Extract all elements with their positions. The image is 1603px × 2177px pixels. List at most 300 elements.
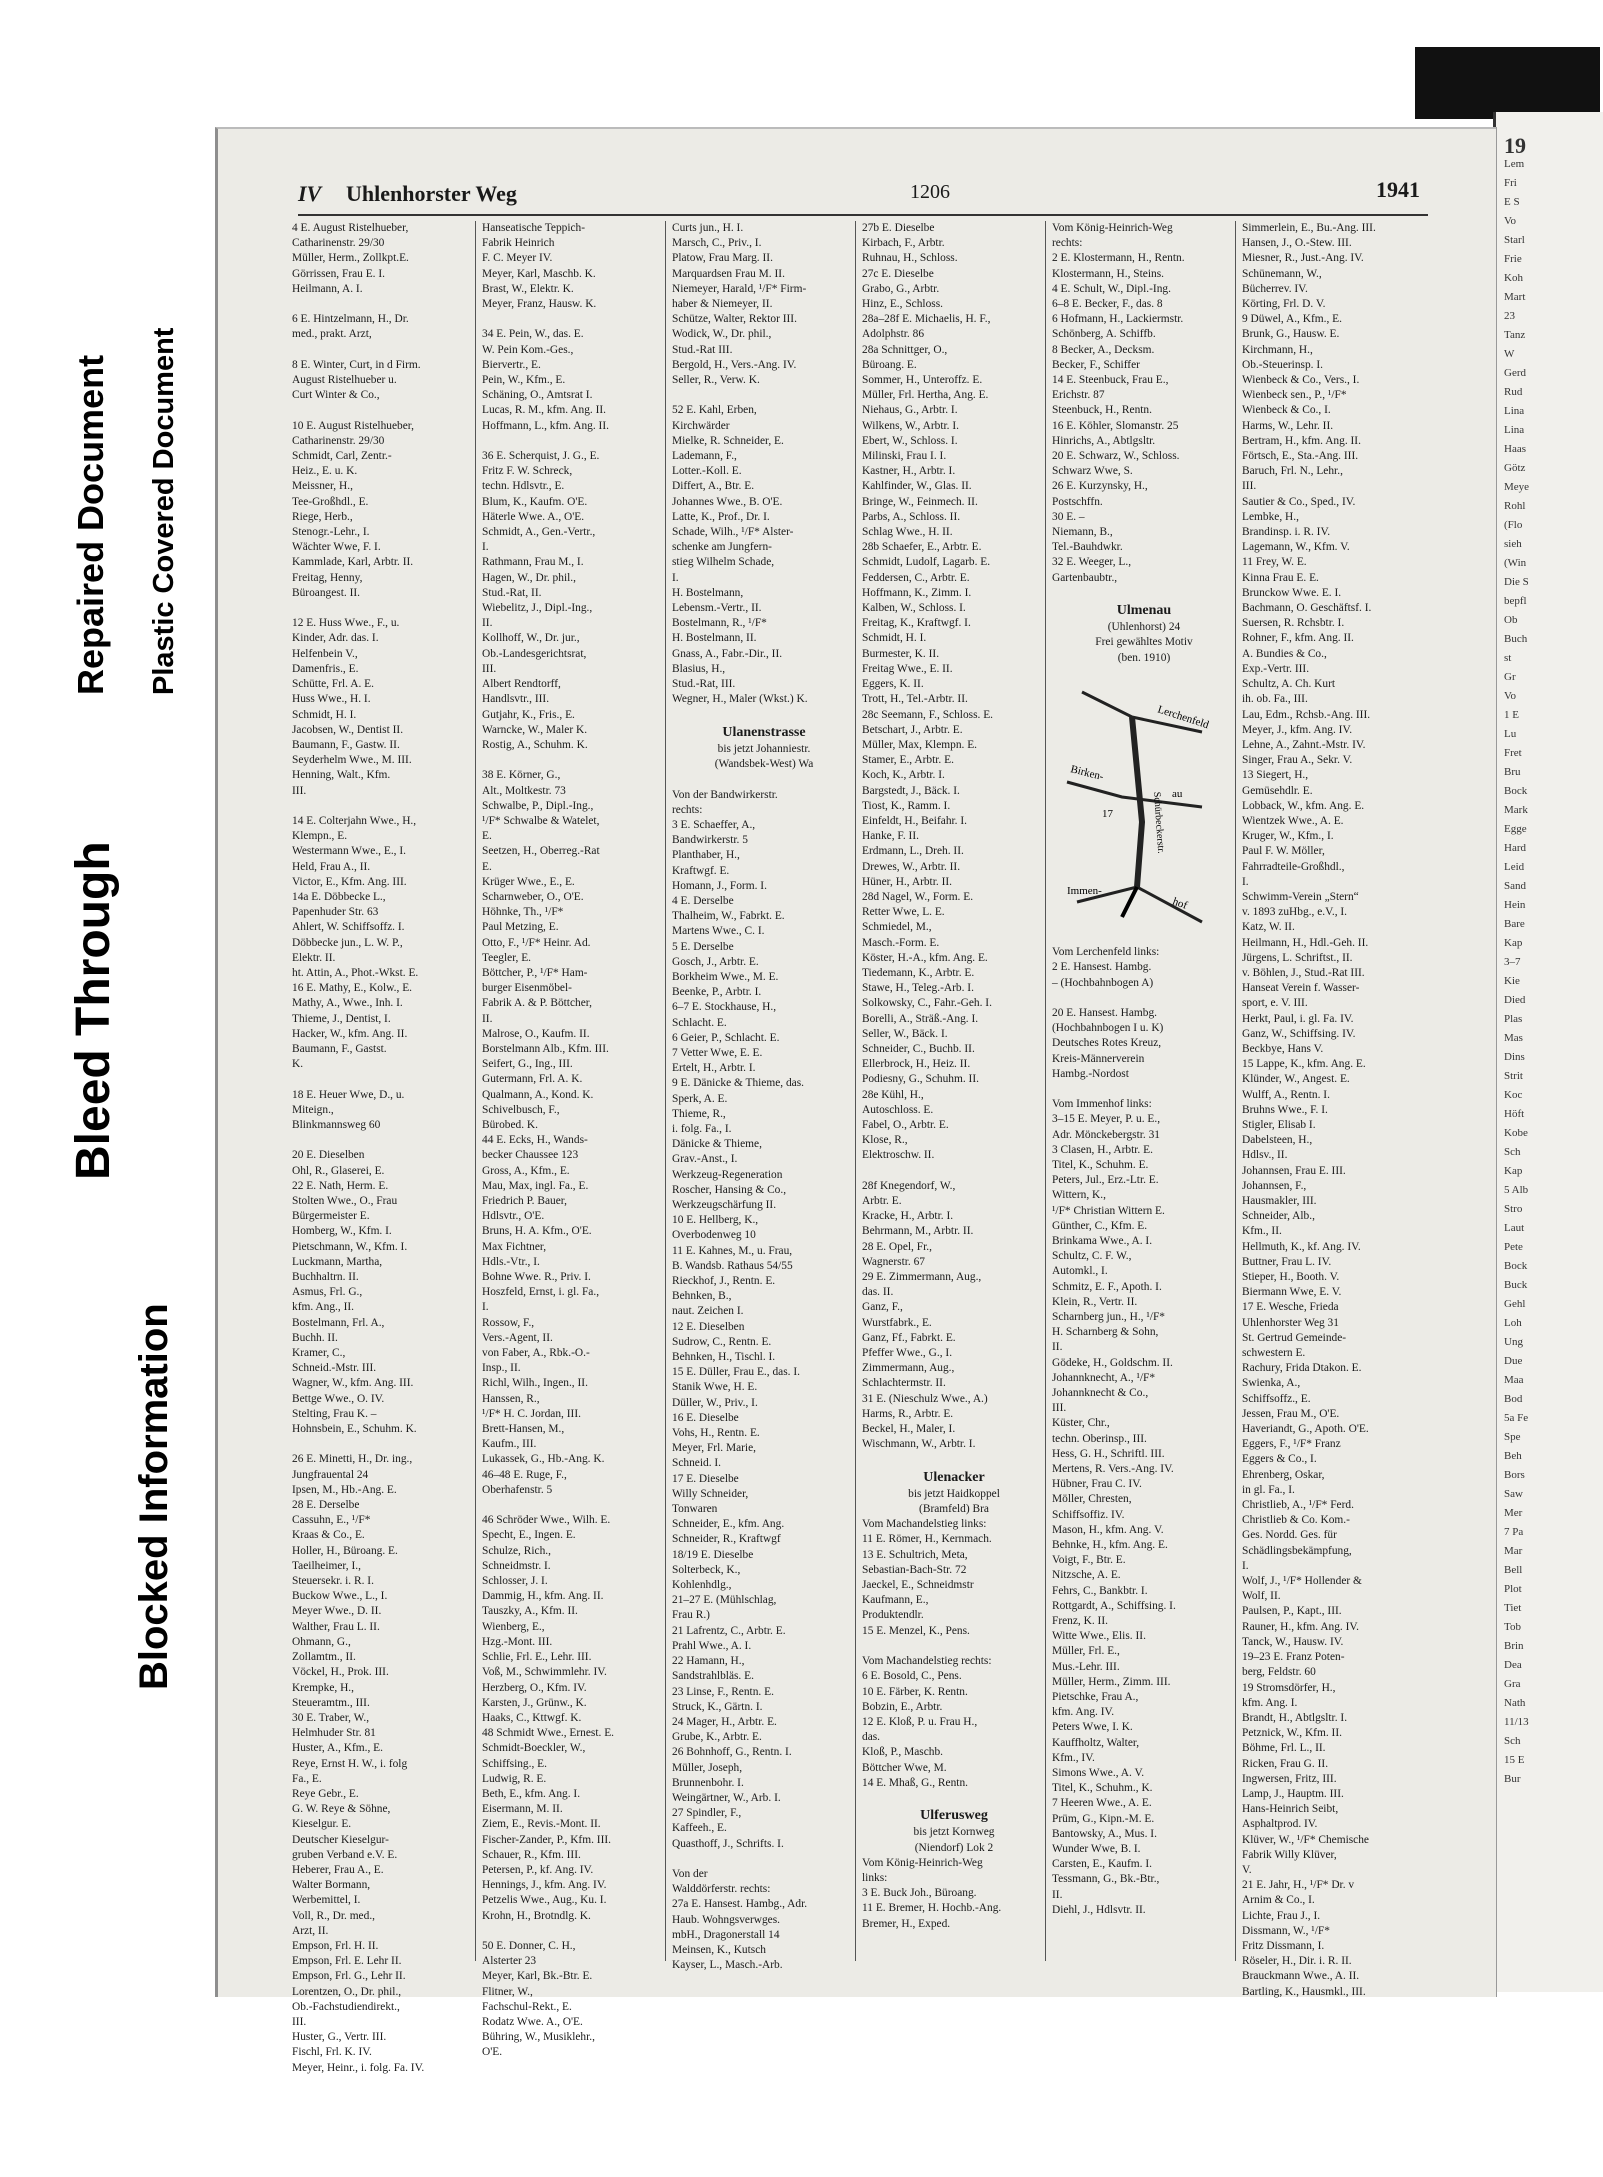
directory-entry: Mathy, A., Wwe., Inh. I. bbox=[292, 997, 403, 1010]
street-section-subtitle: (ben. 1910) bbox=[1117, 651, 1171, 664]
directory-entry: Voigt, F., Btr. E. bbox=[1052, 1554, 1126, 1567]
directory-entry: Kahlfinder, W., Glas. II. bbox=[862, 480, 972, 493]
directory-entry: 2 E. Hansest. Hambg. bbox=[1052, 961, 1152, 974]
directory-entry: kfm. Ang., II. bbox=[292, 1301, 355, 1314]
directory-entry: Schmidt-Boeckler, W., bbox=[482, 1742, 586, 1755]
directory-entry: Ohmann, G., bbox=[292, 1635, 351, 1648]
directory-entry: Homann, J., Form. I. bbox=[672, 879, 767, 892]
directory-entry: Böttcher Wwe, M. bbox=[862, 1761, 947, 1774]
blank-line bbox=[480, 434, 666, 449]
directory-entry: Lorentzen, O., Dr. phil., bbox=[292, 1985, 402, 1998]
directory-entry: Wiebelitz, J., Dipl.-Ing., bbox=[482, 602, 593, 615]
directory-entry: Ludwig, R. E. bbox=[482, 1772, 547, 1785]
directory-entry: H. Bostelmann, II. bbox=[672, 632, 757, 645]
directory-entry: 6 E. Hintzelmann, H., Dr. bbox=[292, 313, 409, 326]
scanner-background-corner bbox=[1415, 47, 1600, 119]
directory-entry: Schneider, R., Kraftwgf bbox=[672, 1533, 781, 1546]
directory-entry: Möller, Chresten, bbox=[1052, 1493, 1132, 1506]
edge-fragment: Nath bbox=[1504, 1697, 1526, 1709]
directory-entry: Latte, K., Prof., Dr. I. bbox=[672, 510, 770, 523]
directory-entry: 8 E. Winter, Curt, in d Firm. bbox=[292, 358, 421, 371]
directory-entry: (Hochbahnbogen I u. K) bbox=[1052, 1022, 1164, 1035]
directory-entry: Klose, R., bbox=[862, 1134, 908, 1147]
directory-entry: Pietschmann, W., Kfm. I. bbox=[292, 1240, 408, 1253]
directory-entry: Kohlenhdlg., bbox=[672, 1579, 732, 1592]
directory-entry: Produktendlr. bbox=[862, 1609, 924, 1622]
year-label: 1941 bbox=[1376, 177, 1420, 202]
directory-entry: Schneider, E., kfm. Ang. bbox=[672, 1518, 785, 1531]
directory-entry: Niemeyer, Harald, ¹/F* Firm- bbox=[672, 282, 807, 295]
directory-entry: Postschffn. bbox=[1052, 495, 1103, 508]
map-road-schuerbecker bbox=[1132, 717, 1142, 887]
directory-entry: Grube, K., Arbtr. E. bbox=[672, 1731, 762, 1744]
directory-entry: Johannes Wwe., B. O'E. bbox=[672, 495, 783, 508]
directory-entry: Brandinsp. i. R. IV. bbox=[1242, 526, 1331, 539]
edge-fragment: Died bbox=[1504, 994, 1526, 1006]
blank-line bbox=[860, 1164, 1046, 1179]
edge-fragment: Egge bbox=[1504, 823, 1527, 835]
directory-entry: Betschart, J., Arbtr. E. bbox=[862, 723, 963, 736]
directory-entry: Baruch, Frl. N., Lehr., bbox=[1242, 465, 1343, 478]
directory-entry: Lichte, Frau J., I. bbox=[1242, 1909, 1321, 1922]
directory-entry: 10 E. Hellberg, K., bbox=[672, 1214, 759, 1227]
edge-fragment: Dea bbox=[1504, 1659, 1522, 1671]
directory-entry: Schmidt, A., Gen.-Vertr., bbox=[482, 526, 596, 539]
directory-columns bbox=[290, 221, 1450, 2074]
directory-entry: E. bbox=[482, 830, 492, 843]
directory-entry: Wienbeck & Co., I. bbox=[1242, 404, 1331, 417]
directory-entry: Seifert, G., Ing., III. bbox=[482, 1058, 573, 1071]
directory-entry: Köster, H.-A., kfm. Ang. E. bbox=[862, 951, 988, 964]
directory-entry: links: bbox=[862, 1871, 888, 1884]
directory-entry: haber & Niemeyer, II. bbox=[672, 298, 773, 311]
directory-entry: 48 Schmidt Wwe., Ernest. E. bbox=[482, 1727, 615, 1740]
directory-entry: Bürgermeister E. bbox=[292, 1210, 370, 1223]
directory-entry: Stanik Wwe, H. E. bbox=[672, 1381, 758, 1394]
directory-entry: Fachschul-Rekt., E. bbox=[482, 2000, 572, 2013]
directory-entry: Wächter Wwe, F. I. bbox=[292, 541, 381, 554]
directory-entry: Müller, Herm., Zollkpt.E. bbox=[292, 252, 409, 265]
directory-entry: Kaffeeh., E. bbox=[672, 1822, 727, 1835]
directory-entry: Schneid. I. bbox=[672, 1457, 722, 1470]
edge-fragment: Beh bbox=[1504, 1450, 1522, 1462]
directory-entry: Tauszky, A., Kfm. II. bbox=[482, 1605, 578, 1618]
directory-entry: Weingärtner, W., Arb. I. bbox=[672, 1791, 781, 1804]
edge-fragment: Gehl bbox=[1504, 1298, 1526, 1310]
directory-entry: 22 Hamann, H., bbox=[672, 1655, 745, 1668]
edge-fragment: Buck bbox=[1504, 1279, 1528, 1291]
adjacent-page-edge bbox=[1493, 112, 1603, 1992]
directory-entry: Zollamtm., II. bbox=[292, 1651, 356, 1664]
edge-fragment: Haas bbox=[1504, 443, 1526, 455]
directory-entry: Ohl, R., Glaserei, E. bbox=[292, 1164, 385, 1177]
directory-entry: 46–48 E. Ruge, F., bbox=[482, 1468, 567, 1481]
directory-entry: Hans-Heinrich Seibt, bbox=[1242, 1803, 1339, 1816]
directory-entry: Lukassek, G., Hb.-Ang. K. bbox=[482, 1453, 605, 1466]
edge-fragment: Gerd bbox=[1504, 367, 1526, 379]
directory-entry: Richl, Wilh., Ingen., II. bbox=[482, 1377, 588, 1390]
edge-fragment: Lem bbox=[1504, 158, 1525, 170]
directory-entry: Blinkmannsweg 60 bbox=[292, 1118, 381, 1131]
directory-entry: Schwarz Wwe, S. bbox=[1052, 465, 1133, 478]
directory-entry: Heilmann, H., Hdl.-Geh. II. bbox=[1242, 936, 1369, 949]
edge-fragment: Sch bbox=[1504, 1146, 1521, 1158]
directory-entry: von Faber, A., Rbk.-O.- bbox=[482, 1347, 590, 1360]
directory-entry: 28c Seemann, F., Schloss. E. bbox=[862, 708, 994, 721]
directory-entry: Schiffsoffiz. IV. bbox=[1052, 1508, 1125, 1521]
directory-entry: I. bbox=[1242, 1559, 1249, 1572]
directory-entry: 3–15 E. Meyer, P. u. E., bbox=[1052, 1113, 1161, 1126]
directory-entry: Hdlsvtr., O'E. bbox=[482, 1210, 545, 1223]
directory-entry: Schütte, Frl. A. E. bbox=[292, 678, 374, 691]
directory-entry: in gl. Fa., I. bbox=[1242, 1483, 1295, 1496]
blank-line bbox=[1050, 991, 1236, 1006]
directory-entry: Arzt, II. bbox=[292, 1924, 329, 1937]
directory-entry: 14a E. Döbbecke L., bbox=[292, 890, 386, 903]
edge-fragment: Tanz bbox=[1504, 329, 1526, 341]
edge-fragment: E S bbox=[1504, 196, 1520, 208]
directory-entry: Schönberg, A. Schiffb. bbox=[1052, 328, 1156, 341]
directory-entry: Schlachtermstr. II. bbox=[862, 1377, 946, 1390]
directory-entry: Wolf, II. bbox=[1242, 1590, 1281, 1603]
directory-entry: 17 E. Wesche, Frieda bbox=[1242, 1301, 1339, 1314]
directory-entry: Kauffholtz, Walter, bbox=[1052, 1736, 1140, 1749]
edge-fragment: Lu bbox=[1504, 728, 1517, 740]
directory-entry: Schneider, C., Buchb. II. bbox=[862, 1042, 975, 1055]
edge-fragment: 1 E bbox=[1504, 709, 1519, 721]
directory-entry: Diehl, J., Hdlsvtr. II. bbox=[1052, 1903, 1146, 1916]
directory-entry: Grabo, G., Arbtr. bbox=[862, 282, 940, 295]
directory-entry: Fa., E. bbox=[292, 1772, 322, 1785]
directory-entry: I. bbox=[1242, 875, 1249, 888]
directory-entry: Gartenbaubtr., bbox=[1052, 571, 1118, 584]
directory-entry: Willy Schneider, bbox=[672, 1487, 749, 1500]
directory-entry: Vom König-Heinrich-Weg bbox=[862, 1856, 983, 1869]
directory-entry: Schmidt, Carl, Zentr.- bbox=[292, 450, 392, 463]
directory-entry: Koch, K., Arbtr. I. bbox=[862, 769, 945, 782]
directory-entry: 13 Siegert, H., bbox=[1242, 769, 1309, 782]
directory-entry: Hanseatische Teppich- bbox=[482, 222, 586, 234]
directory-entry: Werbemittel, I. bbox=[292, 1894, 361, 1907]
blank-line bbox=[290, 1437, 476, 1452]
directory-entry: 21–27 E. (Mühlschlag, bbox=[672, 1594, 777, 1607]
directory-entry: Seller, R., Verw. K. bbox=[672, 374, 760, 387]
directory-entry: Thieme, J., Dentist, I. bbox=[292, 1012, 391, 1025]
column-1 bbox=[290, 221, 476, 2074]
directory-entry: Wischmann, W., Arbtr. I. bbox=[862, 1438, 976, 1451]
directory-entry: burger Eisenmöbel- bbox=[482, 982, 572, 995]
directory-entry: Meyer, Karl, Maschb. K. bbox=[482, 267, 596, 280]
directory-entry: Eggers & Co., I. bbox=[1242, 1453, 1317, 1466]
directory-entry: med., prakt. Arzt, bbox=[292, 328, 372, 341]
directory-entry: Qualmann, A., Kond. K. bbox=[482, 1088, 594, 1101]
directory-entry: Freitag Wwe., E. II. bbox=[862, 662, 953, 675]
directory-entry: Hoffmann, L., kfm. Ang. II. bbox=[482, 419, 609, 432]
directory-entry: Bertram, H., kfm. Ang. II. bbox=[1242, 434, 1361, 447]
directory-entry: Lembke, H., bbox=[1242, 510, 1299, 523]
edge-fragment: Mar bbox=[1504, 1545, 1523, 1557]
directory-entry: Adr. Mönckebergstr. 31 bbox=[1052, 1128, 1160, 1141]
directory-entry: III. bbox=[1242, 480, 1257, 493]
directory-entry: Papenhuder Str. 63 bbox=[292, 906, 379, 919]
directory-entry: 6 Hofmann, H., Lackiermstr. bbox=[1052, 313, 1184, 326]
directory-entry: Hinz, E., Schloss. bbox=[862, 298, 943, 311]
directory-entry: 44 E. Ecks, H., Wands- bbox=[482, 1134, 588, 1147]
directory-entry: Steuersekr. i. R. I. bbox=[292, 1575, 374, 1588]
directory-entry: Niemann, B., bbox=[1052, 526, 1113, 539]
directory-entry: Hanseat Verein f. Wasser- bbox=[1242, 982, 1360, 995]
directory-entry: Herkt, Paul, i. gl. Fa. IV. bbox=[1242, 1012, 1354, 1025]
edge-fragment: Pete bbox=[1504, 1241, 1523, 1253]
directory-entry: Tanck, W., Hausw. IV. bbox=[1242, 1635, 1344, 1648]
edge-fragment: Bur bbox=[1504, 1773, 1521, 1785]
edge-fragment: (Win bbox=[1504, 557, 1527, 569]
directory-entry: ¹/F* Christian Wittern E. bbox=[1052, 1204, 1165, 1217]
directory-entry: Petznick, W., Kfm. II. bbox=[1242, 1727, 1342, 1740]
directory-entry: Hambg.-Nordost bbox=[1052, 1067, 1129, 1080]
directory-entry: Teegler, E. bbox=[482, 951, 532, 964]
directory-entry: Kayser, L., Masch.-Arb. bbox=[672, 1959, 783, 1972]
edge-fragment: 19 bbox=[1504, 133, 1526, 158]
edge-fragment: Loh bbox=[1504, 1317, 1522, 1329]
directory-entry: Herzberg, O., Kfm. IV. bbox=[482, 1681, 587, 1694]
directory-entry: 17 E. Dieselbe bbox=[672, 1472, 739, 1485]
directory-entry: Buttner, Frau L. IV. bbox=[1242, 1255, 1332, 1268]
directory-entry: Bantowsky, A., Mus. I. bbox=[1052, 1827, 1157, 1840]
directory-entry: Müller, Frl. E., bbox=[1052, 1645, 1120, 1658]
directory-entry: Pietschke, Frau A., bbox=[1052, 1691, 1139, 1704]
directory-entry: Lotter.-Koll. E. bbox=[672, 465, 742, 478]
directory-entry: 27a E. Hansest. Hambg., Adr. bbox=[672, 1898, 808, 1911]
directory-entry: 14 E. Colterjahn Wwe., H., bbox=[292, 814, 417, 827]
edge-fragment: 11/13 bbox=[1504, 1716, 1529, 1728]
directory-entry: 20 E. Hansest. Hambg. bbox=[1052, 1006, 1158, 1019]
directory-entry: Bringe, W., Feinmech. II. bbox=[862, 495, 978, 508]
directory-entry: Taeilheimer, I., bbox=[292, 1559, 361, 1572]
edge-fragment: 23 bbox=[1504, 310, 1515, 322]
directory-entry: Victor, E., Kfm. Ang. III. bbox=[292, 875, 407, 888]
directory-entry: Ganz, Ff., Fabrkt. E. bbox=[862, 1331, 956, 1344]
edge-fragment: Ung bbox=[1504, 1336, 1523, 1348]
directory-entry: Ahlert, W. Schiffsoffz. I. bbox=[292, 921, 405, 934]
edge-fragment: Dins bbox=[1504, 1051, 1525, 1063]
directory-entry: Seyderhelm Wwe., M. III. bbox=[292, 754, 412, 767]
directory-entry: Rauner, H., kfm. Ang. IV. bbox=[1242, 1620, 1360, 1633]
blank-line bbox=[290, 1072, 476, 1087]
directory-entry: gruben Verband e.V. E. bbox=[292, 1848, 398, 1861]
directory-entry: Meyer, Frl. Marie, bbox=[672, 1442, 756, 1455]
directory-entry: Schlacht. E. bbox=[672, 1016, 727, 1029]
directory-entry: Wegner, H., Maler (Wkst.) K. bbox=[672, 693, 808, 706]
directory-entry: Harms, R., Arbtr. E. bbox=[862, 1407, 954, 1420]
directory-entry: Jessen, Frau M., O'E. bbox=[1242, 1407, 1340, 1420]
edge-fragment: Sand bbox=[1504, 880, 1526, 892]
directory-entry: Böhme, Frl. L., II. bbox=[1242, 1742, 1326, 1755]
directory-entry: Ruhnau, H., Schloss. bbox=[862, 252, 958, 265]
running-street-title: Uhlenhorster Weg bbox=[346, 181, 517, 206]
directory-entry: ¹/F* Schwalbe & Watelet, bbox=[482, 814, 600, 827]
directory-entry: Müller, Frl. Hertha, Ang. E. bbox=[862, 389, 989, 402]
directory-entry: Von der Bandwirkerstr. bbox=[672, 788, 778, 801]
edge-fragment: Bors bbox=[1504, 1469, 1525, 1481]
directory-entry: Meinsen, K., Kutsch bbox=[672, 1943, 766, 1956]
directory-entry: Katz, W. II. bbox=[1242, 921, 1295, 934]
directory-entry: 26 E. Kurzynsky, H., bbox=[1052, 480, 1148, 493]
directory-entry: Beckbye, Hans V. bbox=[1242, 1042, 1324, 1055]
edge-fragment: Mas bbox=[1504, 1032, 1523, 1044]
directory-entry: Platow, Frau Marg. II. bbox=[672, 252, 773, 265]
directory-entry: Pfeffer Wwe., G., I. bbox=[862, 1347, 953, 1360]
directory-entry: Ob.-Landesgerichtsrat, bbox=[482, 647, 587, 660]
directory-entry: Haub. Wohngsverwges. bbox=[672, 1913, 781, 1926]
directory-entry: Kruger, W., Kfm., I. bbox=[1242, 830, 1334, 843]
directory-entry: Fritz F. W. Schreck, bbox=[482, 465, 573, 478]
label-repaired bbox=[60, 225, 130, 705]
directory-entry: 30 E. Traber, W., bbox=[292, 1711, 370, 1724]
directory-entry: Schmidt, Ludolf, Lagarb. E. bbox=[862, 556, 991, 569]
directory-entry: Solterbeck, K., bbox=[672, 1563, 741, 1576]
directory-entry: 16 E. Mathy, E., Kolw., E. bbox=[292, 982, 413, 995]
map-label-17: 17 bbox=[1102, 807, 1113, 820]
directory-entry: Hdlsv., II. bbox=[1242, 1149, 1288, 1162]
edge-fragment: Stro bbox=[1504, 1203, 1523, 1215]
directory-entry: Behnken, H., Tischl. I. bbox=[672, 1351, 776, 1364]
directory-entry: Wagnerstr. 67 bbox=[862, 1255, 925, 1268]
directory-entry: Kalben, W., Schloss. I. bbox=[862, 602, 966, 615]
street-section-title: Ulanenstrasse bbox=[722, 724, 806, 740]
directory-entry: Specht, E., Ingen. E. bbox=[482, 1529, 576, 1542]
blank-line bbox=[290, 601, 476, 616]
map-label-au: au bbox=[1172, 787, 1183, 800]
directory-entry: Holler, H., Büroang. E. bbox=[292, 1544, 398, 1557]
directory-entry: Luckmann, Martha, bbox=[292, 1255, 383, 1268]
directory-entry: Nitzsche, A. E. bbox=[1052, 1569, 1121, 1582]
directory-entry: Schwimm-Verein „Stern“ bbox=[1242, 890, 1359, 903]
directory-entry: Warncke, W., Maler K. bbox=[482, 723, 588, 736]
plastic-covered-label: Plastic Covered Document bbox=[148, 327, 180, 695]
directory-entry: Struck, K., Gärtn. I. bbox=[672, 1700, 763, 1713]
directory-entry: Meyer, J., kfm. Ang. IV. bbox=[1242, 723, 1353, 736]
directory-entry: Helfenbein V., bbox=[292, 647, 358, 660]
directory-entry: Seetzen, H., Oberreg.-Rat bbox=[482, 845, 600, 858]
directory-entry: Mus.-Lehr. III. bbox=[1052, 1660, 1120, 1673]
directory-entry: Kraas & Co., E. bbox=[292, 1529, 365, 1542]
directory-entry: Elektr. II. bbox=[292, 951, 336, 964]
directory-entry: Brauckmann Wwe., A. II. bbox=[1242, 1970, 1360, 1983]
directory-entry: 29 E. Zimmermann, Aug., bbox=[862, 1271, 982, 1284]
directory-entry: K. bbox=[292, 1058, 304, 1071]
directory-entry: August Ristelhueber u. bbox=[292, 374, 397, 387]
edge-fragment: 7 Pa bbox=[1504, 1526, 1524, 1538]
directory-entry: 19–23 E. Franz Poten- bbox=[1242, 1651, 1345, 1664]
directory-entry: Brunckow Wwe. E. I. bbox=[1242, 586, 1342, 599]
directory-entry: Tonwaren bbox=[672, 1503, 718, 1516]
directory-entry: Bandwirkerstr. 5 bbox=[672, 834, 748, 847]
edge-fragment: 15 E bbox=[1504, 1754, 1525, 1766]
directory-entry: 2 E. Klostermann, H., Rentn. bbox=[1052, 252, 1185, 265]
directory-entry: Bühring, W., Musiklehr., bbox=[482, 2031, 595, 2044]
directory-entry: Böttcher, P., ¹/F* Ham- bbox=[482, 966, 588, 979]
directory-entry: Baumann, F., Gastw. II. bbox=[292, 738, 400, 751]
directory-entry: Peters, Jul., Erz.-Ltr. E. bbox=[1052, 1174, 1159, 1187]
directory-entry: Gnass, A., Fabr.-Dir., II. bbox=[672, 647, 783, 660]
directory-entry: Kracke, H., Arbtr. I. bbox=[862, 1210, 954, 1223]
directory-entry: Steueramtm., III. bbox=[292, 1696, 370, 1709]
directory-entry: Küster, Chr., bbox=[1052, 1417, 1110, 1430]
directory-entry: Ehrenberg, Oskar, bbox=[1242, 1468, 1325, 1481]
directory-entry: Ganz, F., bbox=[862, 1301, 903, 1314]
edge-fragment: Fret bbox=[1504, 747, 1522, 759]
directory-entry: 28b Schaefer, E., Arbtr. E. bbox=[862, 541, 982, 554]
directory-entry: Thieme, R., bbox=[672, 1107, 726, 1120]
directory-entry: 27 Spindler, F., bbox=[672, 1807, 742, 1820]
directory-entry: Schwalbe, P., Dipl.-Ing., bbox=[482, 799, 594, 812]
directory-entry: Bücherrev. IV. bbox=[1242, 282, 1308, 295]
directory-entry: 52 E. Kahl, Erben, bbox=[672, 404, 757, 417]
directory-entry: Fabel, O., Arbtr. E. bbox=[862, 1118, 949, 1131]
directory-entry: Hoszfeld, Ernst, i. gl. Fa., bbox=[482, 1286, 600, 1299]
directory-entry: 14 E. Mhaß, G., Rentn. bbox=[862, 1776, 968, 1789]
directory-entry: 16 E. Dieselbe bbox=[672, 1411, 739, 1424]
edge-fragment: Laut bbox=[1504, 1222, 1525, 1234]
edge-fragment: Mark bbox=[1504, 804, 1528, 816]
directory-entry: Hanke, F. II. bbox=[862, 830, 919, 843]
directory-entry: Eggers, K. II. bbox=[862, 678, 924, 691]
directory-entry: 6–8 E. Becker, F., das. 8 bbox=[1052, 298, 1163, 311]
directory-entry: Vom Machandelstieg rechts: bbox=[862, 1655, 992, 1668]
directory-entry: Hess, G. H., Schriftl. III. bbox=[1052, 1447, 1165, 1460]
directory-entry: 20 E. Dieselben bbox=[292, 1149, 365, 1162]
directory-entry: techn. Oberinsp., III. bbox=[1052, 1432, 1147, 1445]
directory-entry: Heberer, Frau A., E. bbox=[292, 1863, 384, 1876]
street-section-title: Ulenacker bbox=[923, 1469, 985, 1485]
directory-entry: I. bbox=[672, 571, 679, 584]
directory-entry: Von der bbox=[672, 1867, 708, 1880]
directory-entry: Wodick, W., Dr. phil., bbox=[672, 328, 772, 341]
directory-entry: Feddersen, C., Arbtr. E. bbox=[862, 571, 970, 584]
directory-entry: A. Bundies & Co., bbox=[1242, 647, 1327, 660]
directory-entry: Büroangest. II. bbox=[292, 586, 361, 599]
directory-entry: Hausmakler, III. bbox=[1242, 1195, 1317, 1207]
directory-entry: I. bbox=[482, 1301, 489, 1314]
edge-fragment: Sch bbox=[1504, 1735, 1521, 1747]
directory-entry: Hzg.-Mont. III. bbox=[482, 1635, 553, 1648]
blocked-information-label: Blocked Information bbox=[132, 1303, 176, 1690]
directory-entry: Walter Bormann, bbox=[292, 1879, 371, 1892]
directory-entry: Lau, Edm., Rchsb.-Ang. III. bbox=[1242, 708, 1371, 721]
edge-fragment: Maa bbox=[1504, 1374, 1524, 1386]
directory-entry: Petzelis Wwe., Aug., Ku. I. bbox=[482, 1894, 607, 1907]
edge-fragment: Koc bbox=[1504, 1089, 1523, 1101]
directory-entry: Fabrik Willy Klüver, bbox=[1242, 1848, 1337, 1861]
directory-entry: Ricken, Frau G. II. bbox=[1242, 1757, 1329, 1770]
directory-entry: Buckow Wwe., L., I. bbox=[292, 1590, 388, 1603]
directory-entry: Kaufm., III. bbox=[482, 1438, 537, 1451]
directory-entry: Carsten, E., Kaufm. I. bbox=[1052, 1858, 1152, 1871]
blank-line bbox=[1050, 586, 1236, 601]
blank-line bbox=[290, 297, 476, 312]
directory-entry: Hoffmann, K., Zimm. I. bbox=[862, 586, 972, 599]
directory-entry: Grav.-Anst., I. bbox=[672, 1153, 738, 1166]
directory-entry: Singer, Frau A., Sekr. V. bbox=[1242, 754, 1353, 767]
directory-entry: Schneid.-Mstr. III. bbox=[292, 1362, 377, 1375]
directory-entry: Frenz, K. II. bbox=[1052, 1615, 1108, 1628]
directory-entry: Häterle Wwe. A., O'E. bbox=[482, 510, 585, 523]
directory-page bbox=[215, 127, 1496, 2074]
directory-entry: Biermann Wwe, E. V. bbox=[1242, 1286, 1342, 1299]
directory-entry: Kirbach, F., Arbtr. bbox=[862, 237, 945, 250]
directory-entry: Titel, K., Schuhm., K. bbox=[1052, 1782, 1153, 1795]
